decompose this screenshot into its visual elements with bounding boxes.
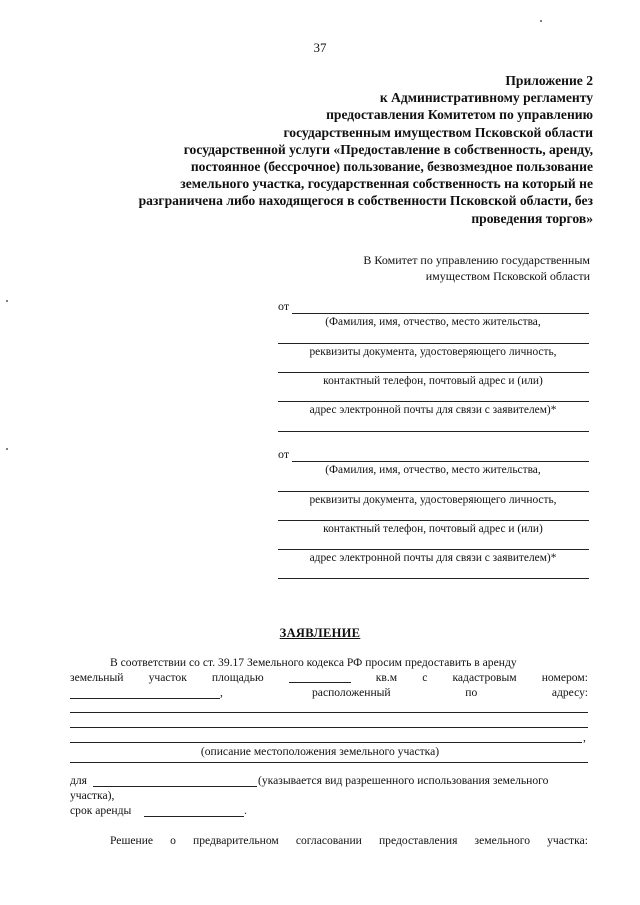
word: по (465, 686, 478, 699)
applicant-field-line[interactable] (278, 401, 589, 402)
addressee-line: В Комитет по управлению государственным (363, 253, 590, 267)
applicant-field-line[interactable] (278, 343, 589, 344)
address-field-line[interactable] (70, 742, 582, 743)
applicant-field-line[interactable] (278, 372, 589, 373)
appendix-line: государственным имуществом Псковской области (283, 124, 593, 140)
cadastral-number-field[interactable] (70, 698, 220, 699)
lease-term-label: срок аренды (70, 804, 132, 817)
location-rule (70, 762, 588, 763)
location-caption: (описание местоположения земельного участка) (200, 745, 440, 758)
area-unit: кв.м (375, 671, 398, 684)
word: кадастровым (452, 671, 517, 684)
word: номером: (541, 671, 588, 684)
appendix-line: разграничена либо находящегося в собственности Псковской области, без (138, 193, 593, 209)
field-caption: (Фамилия, имя, отчество, место жительства, (325, 316, 541, 328)
word: расположенный (312, 686, 391, 699)
addressee-block (270, 253, 590, 284)
word: с (422, 671, 428, 684)
statement-line-3 (312, 686, 588, 699)
applicant-field-line[interactable] (278, 578, 589, 579)
field-caption: контактный телефон, почтовый адрес и (или) (323, 523, 543, 535)
field-caption: адрес электронной почты для связи с заявителем)* (309, 552, 557, 564)
comma: , (583, 731, 586, 744)
appendix-line: к Административному регламенту (379, 90, 593, 106)
addressee-line: имуществом Псковской области (425, 268, 590, 283)
word: участка: (547, 834, 588, 847)
address-field-line[interactable] (70, 727, 588, 728)
scan-speck (6, 448, 8, 450)
statement-line-2 (70, 671, 588, 684)
purpose-prefix: для (70, 774, 88, 787)
applicant-name-field[interactable] (292, 313, 589, 314)
word: адресу: (551, 686, 588, 699)
word: земельного (474, 834, 531, 847)
page-number: 37 (313, 40, 327, 55)
applicant-field-line[interactable] (278, 431, 589, 432)
comma: , (220, 686, 223, 699)
period: . (244, 804, 247, 817)
purpose-caption: (указывается вид разрешенного использования земельного (258, 774, 549, 787)
applicant-field-line[interactable] (278, 549, 589, 550)
appendix-header (33, 72, 593, 227)
word: согласовании (295, 834, 362, 847)
purpose-field[interactable] (93, 786, 257, 787)
from-label: от (278, 447, 290, 461)
appendix-line: Приложение 2 (505, 73, 593, 88)
applicant-field-line[interactable] (278, 491, 589, 492)
appendix-line: государственной услуги «Предоставление в собственность, аренду, (183, 141, 593, 157)
word: площадью (211, 671, 264, 684)
field-caption: адрес электронной почты для связи с заявителем)* (309, 404, 557, 416)
field-caption: реквизиты документа, удостоверяющего личность, (309, 346, 557, 358)
field-caption: реквизиты документа, удостоверяющего личность, (309, 494, 557, 506)
word: о (170, 834, 176, 847)
appendix-line: проведения торгов» (471, 210, 593, 226)
word: участок (148, 671, 187, 684)
field-caption: (Фамилия, имя, отчество, место жительства, (325, 464, 541, 476)
word: Решение (110, 834, 154, 847)
decision-line (110, 834, 588, 847)
field-caption: контактный телефон, почтовый адрес и (или) (323, 375, 543, 387)
applicant-name-field[interactable] (292, 461, 589, 462)
applicant-field-line[interactable] (278, 520, 589, 521)
from-label: от (278, 299, 290, 313)
address-field-line[interactable] (70, 712, 588, 713)
appendix-line: земельного участка, государственная собственность на который не (180, 176, 593, 192)
appendix-line: постоянное (бессрочное) пользование, безвозмездное пользование (190, 159, 593, 175)
scan-speck (6, 300, 8, 302)
word: предоставления (378, 834, 458, 847)
lease-term-field[interactable] (144, 816, 244, 817)
scan-speck (540, 20, 542, 22)
statement-line-1 (110, 656, 588, 669)
purpose-continuation: участка), (70, 789, 115, 802)
word: земельный (70, 671, 124, 684)
word: предварительном (193, 834, 279, 847)
statement-text: В соответствии со ст. 39.17 Земельного кодекса РФ просим предоставить в аренду (110, 656, 517, 669)
appendix-line: предоставления Комитетом по управлению (326, 107, 593, 123)
statement-title: ЗАЯВЛЕНИЕ (279, 626, 361, 640)
area-field[interactable] (289, 671, 351, 683)
